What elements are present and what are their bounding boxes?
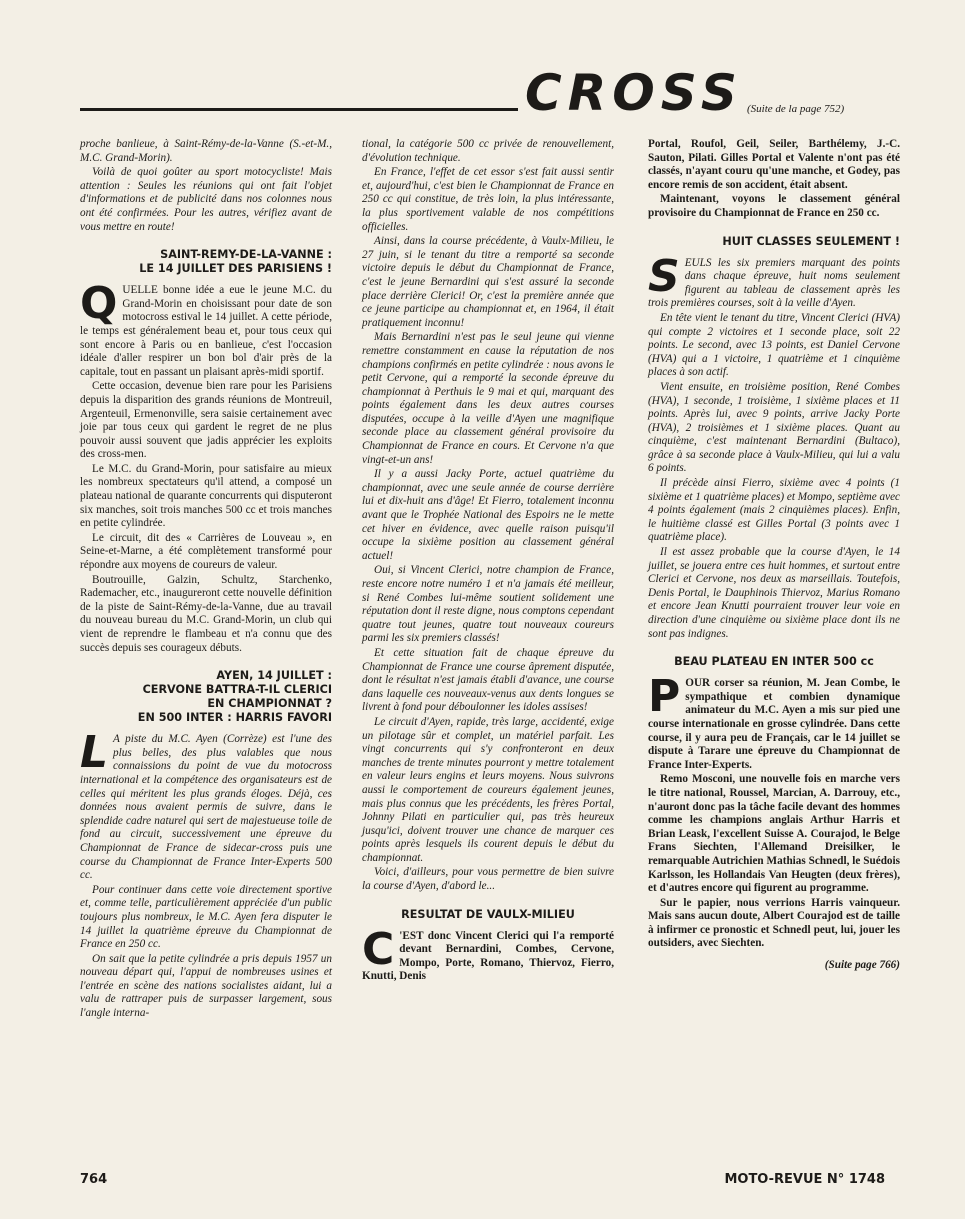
paragraph: POUR corser sa réunion, M. Jean Combe, le sympathique et combien dynamique animateur du M.C. Ayen a mis sur pied une course internationale en grosse cylindrée. Dans cette course, il y aura peu de Français, car le 14 juillet se dispute à Tarare une épreuve du Championnat de France Inter-Experts. [648,671,900,771]
paragraph: Et cette situation fait de chaque épreuve du Championnat de France une course âprement disputée, dont le résultat n'est jamais établi d'avance, une course dans laquelle ces nouveaux-venus aux dents longues se livrent à fond pour déboulonner les idoles assises! [362,646,614,714]
paragraph: tional, la catégorie 500 cc privée de renouvellement, d'évolution technique. [362,138,614,164]
section-logo: CROSS [525,64,743,122]
paragraph: Maintenant, voyons le classement général provisoire du Championnat de France en 250 cc. [648,193,900,219]
column-1 [80,138,332,1022]
paragraph: Le circuit d'Ayen, rapide, très large, accidenté, exige un pilotage sûr et complet, un matériel parfait. Les vingt concurrents qui s'y confronteront en deux manches de trente minutes pourront y mettre totalement en valeur leurs engins et leurs moyens. Nous suivrons aussi le comportement de coureurs également jeunes, mais plus connus que les précédents, les frères Portal, Johnny Pilati en particulier qui, pas très heureux jusqu'ici, doivent trouver une chance de marquer ces points après lesquels ils courent depuis le début du championnat. [362,715,614,864]
paragraph: L A piste du M.C. Ayen (Corrèze) est l'une des plus belles, des plus valables que nous connaissions du point de vue du motocross international et la compétence des organisateurs est de celles qui méritent les plus grands éloges. Déjà, ces données nous avaient permis de suivre, dans le splendide cadre naturel qui sert de majestueuse toile de fond au circuit, successivement une épreuve du Championnat de France de sidecar-cross puis une course du Championnat de France Inter-Experts 500 cc. [80,727,332,882]
page-number: 764 [80,1172,108,1187]
heading-line: EN CHAMPIONNAT ? [207,697,332,711]
heading-line: AYEN, 14 JUILLET : [216,669,332,683]
paragraph: Il y a aussi Jacky Porte, actuel quatrième du championnat, avec une seule année de course derrière lui et dix-huit ans d'âge! Et Fierro, totalement inconnu avant que le Trophée National des Espoirs ne le mette cet hiver en évidence, avec quelle raison puisqu'il occupe la sixième position au classement général actuel! [362,468,614,562]
paragraph: En France, l'effet de cet essor s'est fait aussi sentir et, aujourd'hui, c'est bien le Championnat de France en 250 cc qui constitue, de très loin, la plus intéressante, la plus sportivement valable de nos compétitions officielles. [362,166,614,233]
paragraph: Voilà de quoi goûter au sport motocycliste! Mais attention : Seules les réunions qui ont fait l'objet d'informations et de publicité dans nos colonnes nous ont été confirmées. Pour les autres, vérifiez avant de vous mettre en route! [80,166,332,233]
paragraph: Pour continuer dans cette voie directement sportive et, comme telle, particulièrement appréciée d'un public toujours plus nombreux, le M.C. Ayen fera disputer le 14 juillet la quatrième épreuve du Championnat de France en 250 cc. [80,883,332,951]
paragraph: QUELLE bonne idée a eue le jeune M.C. du Grand-Morin en choisissant pour date de son motocross estival le 14 juillet. A cette période, le temps est généralement beau et, pour tous ceux qui sont encore à Paris ou en banlieue, c'est l'occasion idéale d'aller respirer un bon bol d'air près de la capitale, tout en passant un plaisant après-midi sportif. [80,278,332,378]
heading-line: LE 14 JUILLET DES PARISIENS ! [139,262,332,276]
paragraph: SEULS les six premiers marquant des points dans chaque épreuve, huit noms seulement figurent au tableau de classement après les trois premières courses, soit à la veille d'Ayen. [648,250,900,310]
paragraph: Voici, d'ailleurs, pour vous permettre de bien suivre la course d'Ayen, d'abord le... [362,866,614,893]
heading-huit: HUIT CLASSES SEULEMENT ! [722,234,900,248]
paragraph: On sait que la petite cylindrée a pris depuis 1957 un nouveau départ qui, l'appui de nombreuses usines et l'entrée en scène des nations socialistes aidant, lui a valu de rattraper puis de surpasser largement, sous l'angle interna- [80,952,332,1020]
heading-line: EN 500 INTER : HARRIS FAVORI [137,711,332,725]
paragraph: Le circuit, dit des « Carrières de Louveau », en Seine-et-Marne, a été complètement transformé pour répondre aux moyens de coureurs de valeur. [80,531,332,572]
paragraph: Le M.C. du Grand-Morin, pour satisfaire au mieux les nombreux spectateurs qu'il attend, a composé un plateau national de quarante concurrents qui disputeront six manches, soit trois manches 500 cc et trois manches en petite cylindrée. [80,462,332,530]
drop-cap: Q [80,278,118,330]
paragraph: Oui, si Vincent Clerici, notre champion de France, reste encore notre numéro 1 et n'a jamais été meilleur, si René Combes lui-même soutient solidement une réputation dont il reste digne, nous comptons cependant quatre tout jeunes, quatre tout nouveaux coureurs parmi les six premiers classés! [362,564,614,645]
paragraph: En tête vient le tenant du titre, Vincent Clerici (HVA) qui compte 2 victoires et 1 seconde place, soit 22 points. Le second, avec 13 points, est Daniel Cervone (HVA) qui a 1 victoire, 1 quatrième et 1 cinquième places à son actif. [648,311,900,379]
paragraph: Mais Bernardini n'est pas le seul jeune qui vienne remettre constamment en cause la réputation de nos champions confirmés en petite cylindrée : nous avons le petit Cervone, qui a remporté la seconde épreuve du championnat à Perthuis le 9 mai et qui, marquant des points également dans les deux autres courses disputées, occupe à la veille d'Ayen une magnifique seconde place au classement général provisoire du Championnat de France en cours. Et Cervone n'a que vingt-et-un ans! [362,331,614,466]
paragraph: Vient ensuite, en troisième position, René Combes (HVA), 1 seconde, 1 troisième, 1 sixième places et 11 points. Après lui, avec 9 points, arrive Jacky Porte (HVA), 2 troisièmes et 1 sixième places. Quant au cinquième, c'est maintenant Bernardini (Bultaco), grâce à sa seconde place à Vaulx-Milieu, qui lui a valu 6 points. [648,380,900,475]
heading-line: CERVONE BATTRA-T-IL CLERICI [142,683,332,697]
paragraph: Remo Mosconi, une nouvelle fois en marche vers le titre national, Roussel, Marcian, A. Darrouy, etc., n'auront donc pas la tâche facile devant des hommes comme les champions anglais Arthur Harris et Brian Leask, l'excellent Suisse A. Courajod, le Belge Frans Siechten, l'Allemand Dreisilker, le remarquable Autrichien Mathias Schnedl, le Suédois Karlsson, les Hollandais Van Heugten (deux frères), et d'autres encore qui figurent au programme. [648,773,900,895]
paragraph: proche banlieue, à Saint-Rémy-de-la-Vanne (S.-et-M., M.C. Grand-Morin). [80,138,332,164]
column-2 [362,138,614,985]
magazine-issue: MOTO-REVUE N° 1748 [724,1172,885,1187]
column-3 [648,138,900,973]
paragraph: Ainsi, dans la course précédente, à Vaulx-Milieu, le 27 juin, si le tenant du titre a remporté sa seconde victoire depuis le début du Championnat de France, c'est le jeune Bernardini qui s'est assuré la seconde place derrière Clerici! Or, c'est la première année que ce jeune participe au championnat et, en 1964, il était pratiquement inconnu! [362,235,614,329]
drop-cap: S [648,250,680,302]
paragraph: Cette occasion, devenue bien rare pour les Parisiens depuis la disparition des grands réunions de Montreuil, Argenteuil, Ermenonville, sera saisie certainement avec joie par tous ceux qui gardent le regret de ne plus pouvoir aussi souvent que jadis apprécier les exploits des cross-men. [80,380,332,461]
heading-resultat: RESULTAT DE VAULX-MILIEU [401,907,575,921]
header-rule [80,108,518,111]
continued-on-note: (Suite page 766) [824,959,900,972]
heading-ayen [80,669,332,725]
drop-cap: C [362,923,395,975]
heading-beau: BEAU PLATEAU EN INTER 500 cc [674,655,874,669]
continued-from-note: (Suite de la page 752) [747,103,845,115]
heading-remy [80,248,332,276]
drop-cap: L [80,727,109,779]
paragraph: C 'EST donc Vincent Clerici qui l'a remporté devant Bernardini, Combes, Cervone, Mompo, Porte, Romano, Thiervoz, Fierro, Knutti, Denis [362,923,614,983]
paragraph: Sur le papier, nous verrions Harris vainqueur. Mais sans aucun doute, Albert Courajod est de taille à infirmer ce pronostic et Schnedl peut, lui, jouer les outsiders, avec Siechten. [648,896,900,950]
paragraph: Boutrouille, Galzin, Schultz, Starchenko, Rademacher, etc., inaugureront cette nouvelle définition de la piste de Saint-Rémy-de-la-Vanne, due au travail du nouveau bureau du M.C. Grand-Morin, un club qui vient de reprendre le flambeau et n'a connu que des succès depuis ses courageux débuts. [80,573,332,654]
paragraph: Portal, Roufol, Geil, Seiler, Barthélemy, J.-C. Sauton, Pilati. Gilles Portal et Valente n'ont pas été classés, n'ayant couru qu'une manche, et Godey, pas encore remis de son accident, était absent. [648,138,900,191]
drop-cap: P [648,671,681,723]
heading-line: SAINT-REMY-DE-LA-VANNE : [160,248,332,262]
paragraph: Il précède ainsi Fierro, sixième avec 4 points (1 sixième et 1 quatrième places) et Mompo, septième avec 4 points également (mais 2 cinquièmes places). Enfin, le huitième classé est Gilles Portal (3 points avec 1 quatrième place). [648,477,900,544]
paragraph: Il est assez probable que la course d'Ayen, le 14 juillet, se jouera entre ces huit hommes, et surtout entre Clerici et Cervone, nos deux as marseillais. Toutefois, Denis Portal, le Dauphinois Thiervoz, Marius Romano et encore Jean Knutti pourraient trouver leur voie en direction d'une cinquième ou sixième place dont ils ne sont pas indignes. [648,546,900,640]
